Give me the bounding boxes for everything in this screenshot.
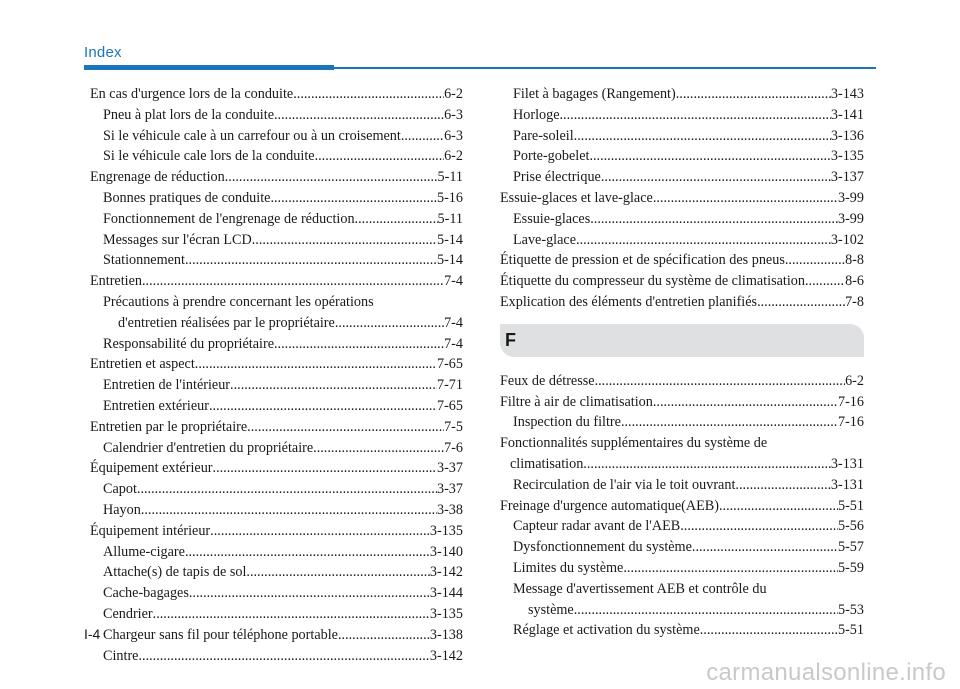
index-entry [90, 146, 463, 167]
dot-leader [574, 600, 838, 621]
page-reference: 7-65 [436, 397, 463, 414]
entry-term: Prise électrique [513, 169, 601, 186]
page-reference: 3-131 [830, 455, 864, 472]
index-entry [90, 542, 463, 563]
dot-leader [313, 438, 444, 459]
entry-term: Attache(s) de tapis de sol [103, 564, 247, 581]
index-entry [500, 433, 864, 475]
entry-term: En cas d'urgence lors de la conduite [90, 86, 294, 102]
dot-leader [589, 146, 830, 167]
dot-leader [137, 479, 437, 500]
index-entry [90, 604, 463, 625]
page-reference: 3-143 [830, 86, 864, 102]
index-entry [500, 292, 864, 313]
dot-leader [595, 371, 846, 392]
dot-leader [576, 230, 831, 251]
page-reference: 7-4 [444, 335, 463, 352]
dot-leader [785, 250, 845, 271]
index-entry [500, 105, 864, 126]
page-reference: 3-135 [429, 522, 463, 539]
page-reference: 3-102 [830, 231, 864, 248]
page-reference: 5-14 [436, 231, 463, 248]
dot-leader [805, 271, 845, 292]
dot-leader [141, 500, 437, 521]
index-entry [500, 84, 864, 105]
page-reference: 5-14 [436, 252, 463, 269]
entry-term: Feux de détresse [500, 372, 595, 389]
section-letter: F [505, 329, 516, 350]
dot-leader [274, 334, 444, 355]
page-reference: 3-37 [436, 481, 463, 498]
dot-leader [700, 620, 838, 641]
dot-leader [653, 392, 838, 413]
index-entry [500, 537, 864, 558]
index-entry [500, 271, 864, 292]
index-entry [90, 375, 463, 396]
dot-leader [195, 354, 437, 375]
index-entry [500, 516, 864, 537]
entry-term: Filtre à air de climatisation [500, 393, 653, 410]
entry-term: Messages sur l'écran LCD [103, 231, 252, 248]
entry-term: Fonctionnement de l'engrenage de réduction [103, 210, 355, 227]
entry-term: Entretien [90, 273, 142, 290]
index-entry [90, 250, 463, 271]
index-entry [90, 396, 463, 417]
dot-leader [560, 105, 831, 126]
page-reference: 7-5 [444, 418, 463, 435]
entry-term: Lave-glace [513, 231, 577, 248]
entry-term: Cendrier [103, 605, 153, 622]
index-entry [90, 126, 463, 147]
index-right-bottom [500, 371, 864, 641]
entry-term: Équipement extérieur [90, 460, 213, 477]
page-reference: 7-16 [837, 393, 864, 410]
entry-term: Si le véhicule cale lors de la conduite [103, 148, 315, 165]
index-entry [90, 562, 463, 583]
index-entry [90, 438, 463, 459]
dot-leader [185, 250, 437, 271]
header-rule-thin [334, 67, 876, 69]
page-reference: 6-2 [444, 86, 463, 102]
entry-term: Hayon [103, 501, 141, 518]
entry-term: Capteur radar avant de l'AEB [513, 518, 681, 535]
dot-leader [623, 558, 838, 579]
index-entry [500, 620, 864, 641]
dot-leader [270, 188, 437, 209]
index-entry [500, 126, 864, 147]
page-number: I-4 [84, 626, 101, 642]
index-entry [500, 250, 864, 271]
entry-term: Pare-soleil [513, 127, 574, 144]
dot-leader [676, 84, 831, 105]
dot-leader [315, 146, 445, 167]
dot-leader [692, 537, 838, 558]
dot-leader [574, 126, 831, 147]
header-rule-thick [84, 65, 334, 70]
index-entry [90, 209, 463, 230]
entry-term: Réglage et activation du système [513, 622, 700, 639]
dot-leader [735, 475, 831, 496]
page-reference: 5-16 [436, 189, 463, 206]
index-entry [500, 188, 864, 209]
index-entry [90, 167, 463, 188]
entry-term: Fonctionnalités supplémentaires du système de [500, 435, 768, 452]
page-reference: 5-11 [437, 169, 463, 186]
index-entry [90, 334, 463, 355]
dot-leader [719, 496, 838, 517]
index-entry [90, 230, 463, 251]
dot-leader [185, 542, 430, 563]
page-reference: 5-56 [837, 518, 864, 535]
dot-leader [293, 84, 444, 105]
dot-leader [338, 625, 430, 646]
index-entry [90, 583, 463, 604]
entry-term: Bonnes pratiques de conduite [103, 189, 271, 206]
entry-term: Dysfonctionnement du système [513, 539, 692, 556]
dot-leader [246, 562, 429, 583]
entry-term: Freinage d'urgence automatique(AEB) [500, 497, 719, 514]
dot-leader [225, 167, 438, 188]
dot-leader [680, 516, 838, 537]
index-entry [500, 558, 864, 579]
page-reference: 3-99 [837, 210, 864, 227]
dot-leader [590, 209, 838, 230]
index-entry [90, 521, 463, 542]
entry-term: Étiquette de pression et de spécification des pneus [500, 252, 785, 269]
entry-term: Entretien de l'intérieur [103, 377, 231, 394]
entry-term: Entretien extérieur [103, 397, 209, 414]
page-reference: 7-16 [837, 414, 864, 431]
index-entry [90, 105, 463, 126]
entry-term: Explication des éléments d'entretien planifiés [500, 293, 758, 310]
dot-leader [189, 583, 430, 604]
page-reference: 5-51 [837, 497, 864, 514]
index-entry [90, 188, 463, 209]
entry-term: Allume-cigare [103, 543, 185, 560]
dot-leader [142, 271, 444, 292]
page-reference: 6-3 [444, 106, 463, 123]
dot-leader [209, 396, 437, 417]
dot-leader [621, 412, 838, 433]
entry-term-continued: climatisation [510, 455, 584, 472]
entry-term: Horloge [513, 106, 560, 123]
dot-leader [335, 313, 444, 334]
entry-term: Stationnement [103, 252, 185, 269]
dot-leader [274, 105, 444, 126]
page-reference: 5-53 [837, 601, 864, 618]
entry-term: Inspection du filtre [513, 414, 621, 431]
entry-term: Engrenage de réduction [90, 169, 225, 186]
dot-leader [252, 230, 437, 251]
index-entry [500, 209, 864, 230]
page-reference: 3-142 [429, 564, 463, 581]
entry-term: Entretien par le propriétaire [90, 418, 248, 435]
index-entry [500, 146, 864, 167]
index-entry [90, 354, 463, 375]
watermark-text: carmanualsonline.info [706, 659, 946, 686]
page-reference: 3-38 [436, 501, 463, 518]
dot-leader [213, 458, 437, 479]
index-entry [500, 167, 864, 188]
index-entry [500, 475, 864, 496]
page-reference: 3-138 [429, 626, 463, 643]
index-right-top [500, 84, 864, 313]
index-entry [500, 230, 864, 251]
index-entry [500, 371, 864, 392]
entry-term: Si le véhicule cale à un carrefour ou à un croisement [103, 127, 401, 144]
entry-term: Calendrier d'entretien du propriétaire [103, 439, 314, 456]
index-entry [500, 392, 864, 413]
entry-term: Capot [103, 481, 137, 498]
index-entry [500, 496, 864, 517]
page-reference: 7-4 [444, 314, 463, 331]
entry-term: Cintre [103, 647, 139, 664]
dot-leader [138, 646, 429, 667]
page-reference: 5-51 [837, 622, 864, 639]
page-reference: 3-136 [830, 127, 864, 144]
index-entry [90, 500, 463, 521]
page-reference: 7-6 [444, 439, 463, 456]
index-right-column [500, 84, 864, 641]
index-entry [90, 479, 463, 500]
index-left-column [90, 84, 463, 666]
page-reference: 6-2 [444, 148, 463, 165]
dot-leader [355, 209, 438, 230]
index-entry [500, 412, 864, 433]
entry-term: Recirculation de l'air via le toit ouvrant [513, 476, 736, 493]
entry-term: Équipement intérieur [90, 522, 211, 539]
page-reference: 7-4 [444, 273, 463, 290]
page-reference: 3-137 [830, 169, 864, 186]
dot-leader [653, 188, 838, 209]
page-reference: 8-8 [845, 252, 864, 269]
index-entry [500, 579, 864, 621]
page-reference: 3-142 [429, 647, 463, 664]
entry-term: Pneu à plat lors de la conduite [103, 106, 274, 123]
section-header-f [500, 324, 864, 357]
index-entry [90, 271, 463, 292]
page-reference: 8-6 [845, 273, 864, 290]
dot-leader [401, 126, 444, 147]
page-reference: 3-144 [429, 585, 463, 602]
index-entry [90, 417, 463, 438]
entry-term: Précautions à prendre concernant les opérations [103, 293, 374, 310]
entry-term: Responsabilité du propriétaire [103, 335, 274, 352]
page-reference: 5-11 [437, 210, 463, 227]
entry-term-continued: d'entretien réalisées par le propriétaire [118, 314, 335, 331]
page-reference: 5-59 [837, 559, 864, 576]
page-reference: 3-135 [830, 148, 864, 165]
entry-term: Étiquette du compresseur du système de climatisation [500, 273, 805, 290]
entry-term: Limites du système [513, 559, 624, 576]
entry-term: Message d'avertissement AEB et contrôle du [513, 580, 767, 597]
entry-term-continued: système [528, 601, 574, 618]
entry-term: Filet à bagages (Rangement) [513, 86, 676, 102]
entry-term: Essuie-glaces et lave-glace [500, 189, 653, 206]
page-reference: 5-57 [837, 539, 864, 556]
dot-leader [247, 417, 444, 438]
page-reference: 3-131 [830, 476, 864, 493]
dot-leader [583, 454, 831, 475]
entry-term: Entretien et aspect [90, 356, 195, 373]
page-reference: 3-141 [830, 106, 864, 123]
page-reference: 7-65 [436, 356, 463, 373]
page-reference: 7-8 [845, 293, 864, 310]
index-entry [90, 458, 463, 479]
page-reference: 3-99 [837, 189, 864, 206]
page-reference: 6-2 [845, 372, 864, 389]
index-entry [90, 646, 463, 667]
entry-term: Porte-gobelet [513, 148, 590, 165]
page-reference: 7-71 [436, 377, 463, 394]
index-entry [90, 84, 463, 105]
page-reference: 6-3 [444, 127, 463, 144]
index-entry [90, 625, 463, 646]
page-reference: 3-135 [429, 605, 463, 622]
page-reference: 3-37 [436, 460, 463, 477]
page-reference: 3-140 [429, 543, 463, 560]
index-entry [90, 292, 463, 334]
entry-term: Cache-bagages [103, 585, 189, 602]
index-header-title: Index [84, 44, 122, 61]
dot-leader [757, 292, 845, 313]
entry-term: Chargeur sans fil pour téléphone portable [103, 626, 338, 643]
dot-leader [230, 375, 437, 396]
entry-term: Essuie-glaces [513, 210, 591, 227]
dot-leader [153, 604, 430, 625]
dot-leader [210, 521, 430, 542]
dot-leader [601, 167, 831, 188]
